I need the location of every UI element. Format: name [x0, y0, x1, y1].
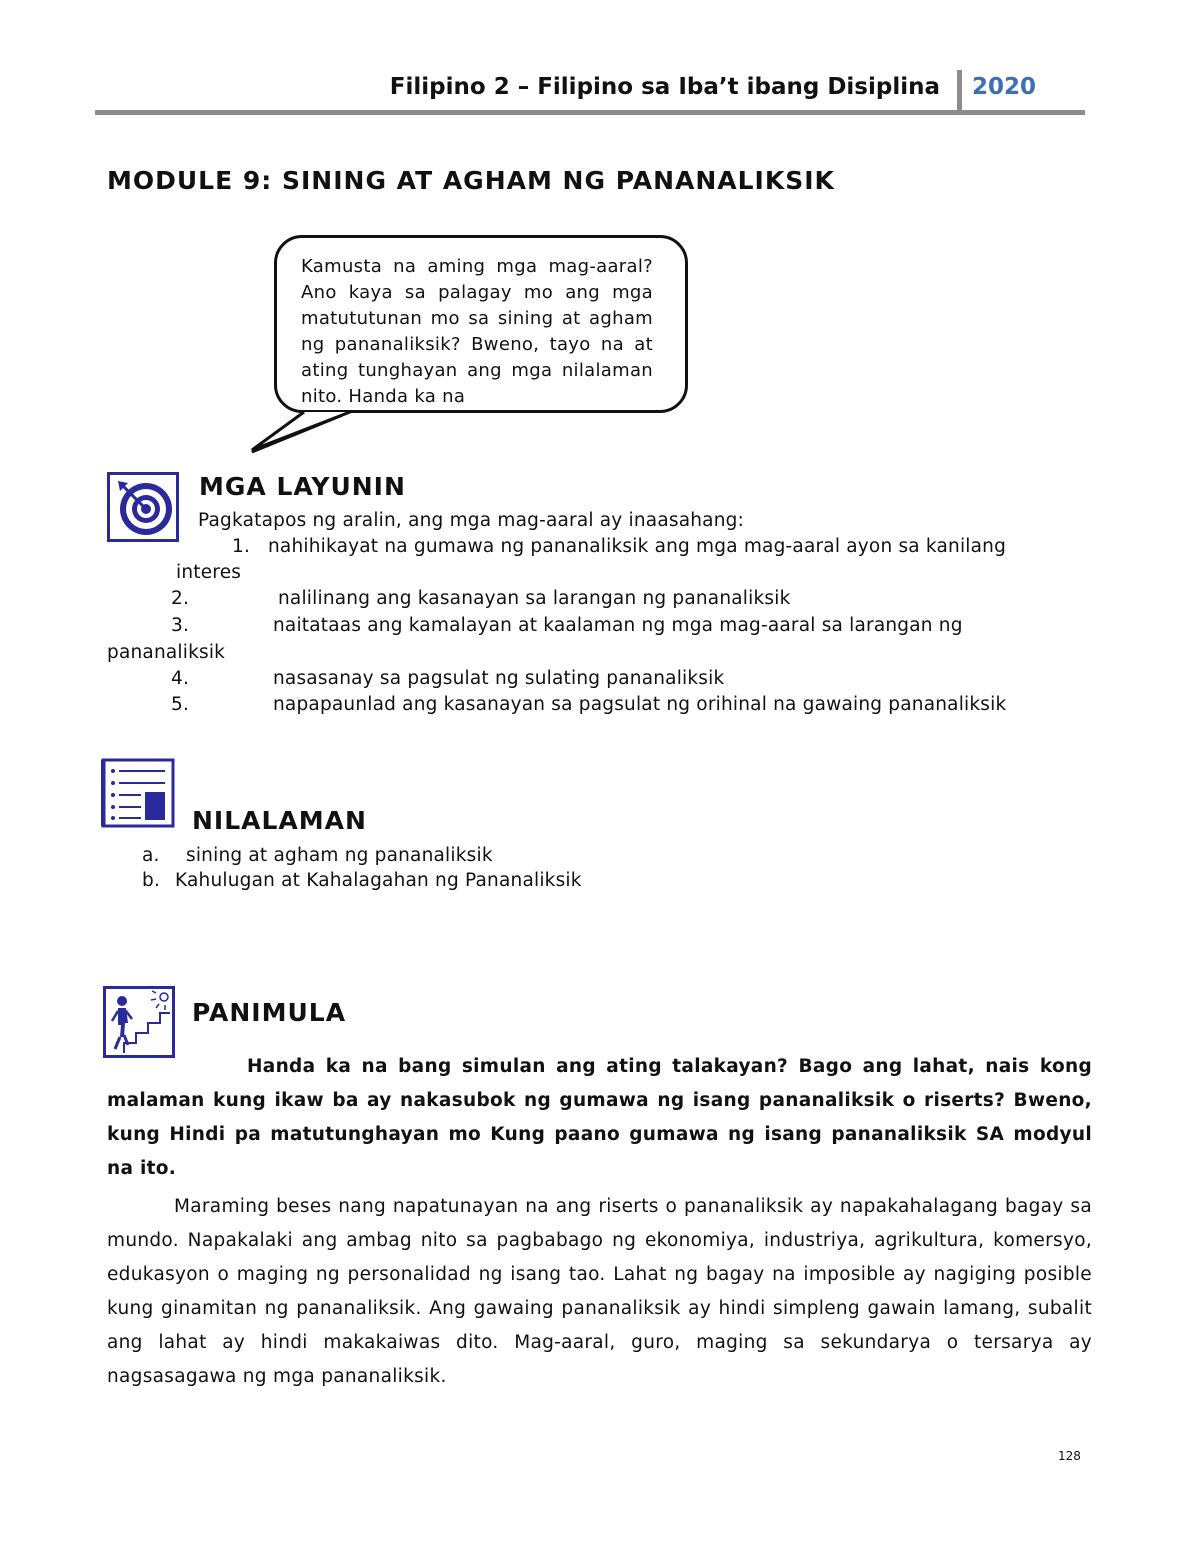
target-icon [107, 472, 179, 542]
climbing-stairs-icon [103, 986, 175, 1058]
nilalaman-item-a-letter: a. [142, 845, 160, 866]
header-rule [95, 110, 1085, 115]
panimula-body-text: Maraming beses nang napatunayan na ang riserts o pananaliksik ay napakahalagang bagay sa mundo. Napakalaki ang ambag nito sa pagbabago ng ekonomiya, industriya, agrikultura, komersyo, edukasyon o maging ng personalidad ng isang tao. Lahat ng bagay na imposible ay nagiging posible kung ginamitan ng pananaliksik. Ang gawaing pananaliksik ay hindi simpleng gawain lamang, subalit ang lahat ay hindi makakaiwas dito. Mag-aaral, guro, maging sa sekundarya o tersarya ay nagsasagawa ng mga pananaliksik. [107, 1196, 1092, 1387]
nilalaman-item-a: sining at agham ng pananaliksik [186, 845, 493, 866]
panimula-paragraph [107, 1190, 1092, 1394]
document-list-icon [101, 758, 175, 828]
speech-bubble [274, 235, 688, 413]
layunin-item-3-num: 3. [171, 615, 190, 636]
header-title: Filipino 2 – Filipino sa Iba’t ibang Disiplina [389, 74, 940, 100]
layunin-item-1-cont: interes [176, 562, 242, 583]
layunin-item-5-num: 5. [171, 694, 190, 715]
panimula-bold-paragraph [107, 1050, 1092, 1186]
speech-bubble-text: Kamusta na aming mga mag-aaral? Ano kaya sa palagay mo ang mga matututunan mo sa sining at agham ng pananaliksik? Bweno, tayo na at ating tunghayan ang mga nilalaman nito. Handa ka na [301, 256, 653, 407]
layunin-intro: Pagkatapos ng aralin, ang mga mag-aaral ay inaasahang: [198, 510, 745, 531]
layunin-item-4-num: 4. [171, 668, 190, 689]
layunin-item-2-num: 2. [171, 588, 190, 609]
nilalaman-item-b-letter: b. [142, 870, 161, 891]
layunin-item-1: nahihikayat na gumawa ng pananaliksik ang mga mag-aaral ayon sa kanilang [268, 536, 1007, 557]
page-number: 128 [1058, 1449, 1081, 1463]
panimula-heading: PANIMULA [192, 998, 347, 1027]
nilalaman-item-b: Kahulugan at Kahalagahan ng Pananaliksik [175, 870, 582, 891]
module-title: MODULE 9: SINING AT AGHAM NG PANANALIKSIK [107, 166, 835, 195]
layunin-item-1-num: 1. [232, 536, 251, 557]
speech-bubble-pointer [248, 404, 358, 454]
layunin-item-2: nalilinang ang kasanayan sa larangan ng pananaliksik [278, 588, 791, 609]
layunin-item-3-cont: pananaliksik [107, 642, 226, 663]
header-divider [957, 70, 962, 112]
layunin-item-5: napapaunlad ang kasanayan sa pagsulat ng orihinal na gawaing pananaliksik [273, 694, 1007, 715]
header-year: 2020 [972, 74, 1037, 100]
nilalaman-heading: NILALAMAN [192, 806, 367, 835]
layunin-heading: MGA LAYUNIN [199, 472, 406, 501]
panimula-bold-text: Handa ka na bang simulan ang ating talakayan? Bago ang lahat, nais kong malaman kung ikaw ba ay nakasubok ng gumawa ng isang pananaliksik o riserts? Bweno, kung Hindi pa matutunghayan mo Kung paano gumawa ng isang pananaliksik SA modyul na ito. [107, 1056, 1092, 1179]
layunin-item-3: naitataas ang kamalayan at kaalaman ng mga mag-aaral sa larangan ng [273, 615, 963, 636]
layunin-item-4: nasasanay sa pagsulat ng sulating pananaliksik [273, 668, 725, 689]
